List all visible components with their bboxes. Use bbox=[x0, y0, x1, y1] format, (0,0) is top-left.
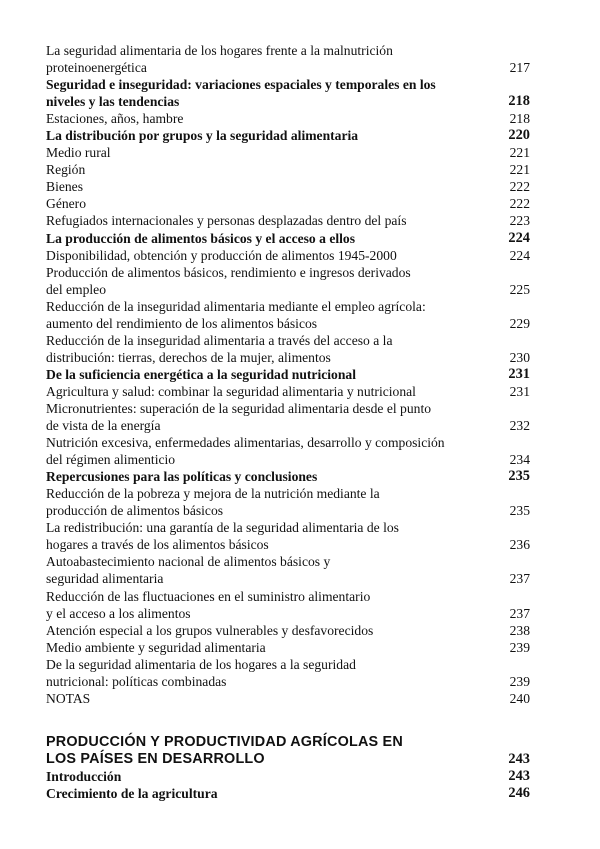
toc-entry bbox=[46, 588, 530, 605]
entry-title: y el acceso a los alimentos bbox=[46, 605, 191, 621]
toc-entry bbox=[46, 383, 530, 400]
entry-title: Seguridad e inseguridad: variaciones espaciales y temporales en los bbox=[46, 77, 436, 93]
toc-entry bbox=[46, 110, 530, 127]
toc-entry bbox=[46, 298, 530, 315]
chapter-page-number: 243 bbox=[508, 751, 530, 767]
entry-title: Reducción de la inseguridad alimentaria mediante el empleo agrícola: bbox=[46, 298, 426, 314]
entry-title: aumento del rendimiento de los alimentos básicos bbox=[46, 315, 318, 331]
entry-title: nutricional: políticas combinadas bbox=[46, 673, 227, 689]
toc-entry bbox=[46, 195, 530, 212]
toc-entry bbox=[46, 622, 530, 639]
toc-entry bbox=[46, 144, 530, 161]
entry-title: producción de alimentos básicos bbox=[46, 503, 224, 519]
entry-title: Refugiados internacionales y personas desplazadas dentro del país bbox=[46, 213, 407, 229]
toc-entry bbox=[46, 212, 530, 229]
toc-entry bbox=[46, 639, 530, 656]
entry-title: De la seguridad alimentaria de los hogares a la seguridad bbox=[46, 656, 356, 672]
toc-entry bbox=[46, 417, 530, 434]
entry-title: Atención especial a los grupos vulnerables y desfavorecidos bbox=[46, 622, 374, 638]
entry-title: Región bbox=[46, 162, 86, 178]
toc-entry bbox=[46, 519, 530, 536]
entry-title: La distribución por grupos y la seguridad alimentaria bbox=[46, 128, 359, 144]
entry-title: La producción de alimentos básicos y el acceso a ellos bbox=[46, 230, 355, 246]
toc-entry bbox=[46, 349, 530, 366]
entry-page-number: 240 bbox=[509, 690, 530, 706]
toc-entry bbox=[46, 690, 530, 707]
entry-page-number: 237 bbox=[509, 571, 530, 587]
toc-entry bbox=[46, 42, 530, 59]
entry-page-number: 221 bbox=[509, 145, 530, 161]
entry-page-number: 222 bbox=[509, 196, 530, 212]
entry-page-number: 225 bbox=[509, 281, 530, 297]
entry-title: niveles y las tendencias bbox=[46, 94, 180, 110]
entry-page-number: 224 bbox=[509, 247, 530, 263]
toc-entry bbox=[46, 264, 530, 281]
toc-entry bbox=[46, 59, 530, 76]
entry-title: La seguridad alimentaria de los hogares frente a la malnutrición bbox=[46, 43, 393, 58]
chapter-title-line1: PRODUCCIÓN Y PRODUCTIVIDAD AGRÍCOLAS EN bbox=[46, 734, 403, 750]
entry-title: Reducción de la pobreza y mejora de la nutrición mediante la bbox=[46, 486, 380, 502]
toc-entry bbox=[46, 605, 530, 622]
entry-page-number: 235 bbox=[508, 468, 530, 485]
entry-page-number: 236 bbox=[509, 537, 530, 553]
toc-section bbox=[46, 768, 530, 785]
entry-title: Medio rural bbox=[46, 145, 111, 161]
toc-heading bbox=[46, 366, 530, 383]
entry-title: La redistribución: una garantía de la seguridad alimentaria de los bbox=[46, 520, 399, 536]
toc-entry bbox=[46, 485, 530, 502]
entry-title: Reducción de la inseguridad alimentaria a través del acceso a la bbox=[46, 332, 393, 348]
entry-page-number: 231 bbox=[508, 365, 530, 382]
toc-heading bbox=[46, 127, 530, 144]
entry-title: del empleo bbox=[46, 281, 107, 297]
toc-entry bbox=[46, 332, 530, 349]
toc-heading bbox=[46, 93, 530, 110]
entry-title: proteinoenergética bbox=[46, 60, 147, 76]
toc-entry bbox=[46, 451, 530, 468]
section-page-number: 243 bbox=[508, 768, 530, 784]
entry-page-number: 222 bbox=[509, 179, 530, 195]
entry-page-number: 229 bbox=[509, 315, 530, 331]
section-title: Crecimiento de la agricultura bbox=[46, 786, 218, 802]
toc-entry bbox=[46, 281, 530, 298]
toc-heading bbox=[46, 230, 530, 247]
entry-page-number: 218 bbox=[508, 93, 530, 110]
entry-page-number: 232 bbox=[509, 418, 530, 434]
entry-title: de vista de la energía bbox=[46, 418, 161, 434]
section-title: Introducción bbox=[46, 769, 122, 784]
toc-entry bbox=[46, 247, 530, 264]
entry-title: Producción de alimentos básicos, rendimiento e ingresos derivados bbox=[46, 264, 411, 280]
section-page-number: 246 bbox=[508, 785, 530, 802]
entry-page-number: 218 bbox=[509, 111, 530, 127]
table-of-contents bbox=[46, 42, 530, 707]
entry-page-number: 239 bbox=[509, 639, 530, 655]
entry-page-number: 223 bbox=[509, 213, 530, 229]
toc-entry bbox=[46, 178, 530, 195]
entry-page-number: 217 bbox=[509, 60, 530, 76]
chapter-block bbox=[46, 734, 530, 802]
entry-title: Autoabastecimiento nacional de alimentos básicos y bbox=[46, 554, 331, 570]
toc-entry bbox=[46, 553, 530, 570]
entry-page-number: 231 bbox=[509, 383, 530, 399]
entry-title: De la suficiencia energética a la seguridad nutricional bbox=[46, 366, 356, 382]
entry-page-number: 238 bbox=[509, 622, 530, 638]
entry-page-number: 234 bbox=[509, 452, 530, 468]
entry-title: distribución: tierras, derechos de la mujer, alimentos bbox=[46, 349, 331, 365]
entry-page-number: 235 bbox=[509, 503, 530, 519]
entry-title: hogares a través de los alimentos básicos bbox=[46, 537, 269, 553]
entry-page-number: 224 bbox=[508, 229, 530, 246]
toc-entry bbox=[46, 161, 530, 178]
entry-title: NOTAS bbox=[46, 690, 91, 706]
toc-heading bbox=[46, 468, 530, 485]
entry-title: Agricultura y salud: combinar la seguridad alimentaria y nutricional bbox=[46, 383, 416, 399]
toc-entry bbox=[46, 400, 530, 417]
entry-page-number: 230 bbox=[509, 349, 530, 365]
entry-title: Nutrición excesiva, enfermedades alimentarias, desarrollo y composición bbox=[46, 435, 445, 451]
entry-title: Género bbox=[46, 196, 87, 212]
entry-title: Reducción de las fluctuaciones en el suministro alimentario bbox=[46, 588, 371, 604]
entry-page-number: 237 bbox=[509, 605, 530, 621]
entry-title: seguridad alimentaria bbox=[46, 571, 164, 587]
chapter-title-line2: LOS PAÍSES EN DESARROLLO bbox=[46, 751, 265, 767]
entry-title: Medio ambiente y seguridad alimentaria bbox=[46, 639, 266, 655]
entry-title: Repercusiones para las políticas y conclusiones bbox=[46, 469, 318, 485]
toc-entry bbox=[46, 434, 530, 451]
toc-entry bbox=[46, 315, 530, 332]
entry-page-number: 220 bbox=[508, 127, 530, 144]
entry-title: Disponibilidad, obtención y producción de alimentos 1945-2000 bbox=[46, 247, 397, 263]
entry-title: Bienes bbox=[46, 179, 83, 195]
chapter-heading-line1 bbox=[46, 734, 530, 751]
toc-entry bbox=[46, 673, 530, 690]
entry-title: Micronutrientes: superación de la seguridad alimentaria desde el punto bbox=[46, 400, 432, 416]
entry-page-number: 221 bbox=[509, 162, 530, 178]
toc-entry bbox=[46, 536, 530, 553]
toc-heading bbox=[46, 76, 530, 93]
entry-title: Estaciones, años, hambre bbox=[46, 111, 184, 127]
toc-entry bbox=[46, 656, 530, 673]
toc-entry bbox=[46, 570, 530, 587]
chapter-heading-line2 bbox=[46, 751, 530, 768]
entry-page-number: 239 bbox=[509, 673, 530, 689]
toc-section bbox=[46, 785, 530, 802]
entry-title: del régimen alimenticio bbox=[46, 452, 176, 468]
toc-entry bbox=[46, 502, 530, 519]
